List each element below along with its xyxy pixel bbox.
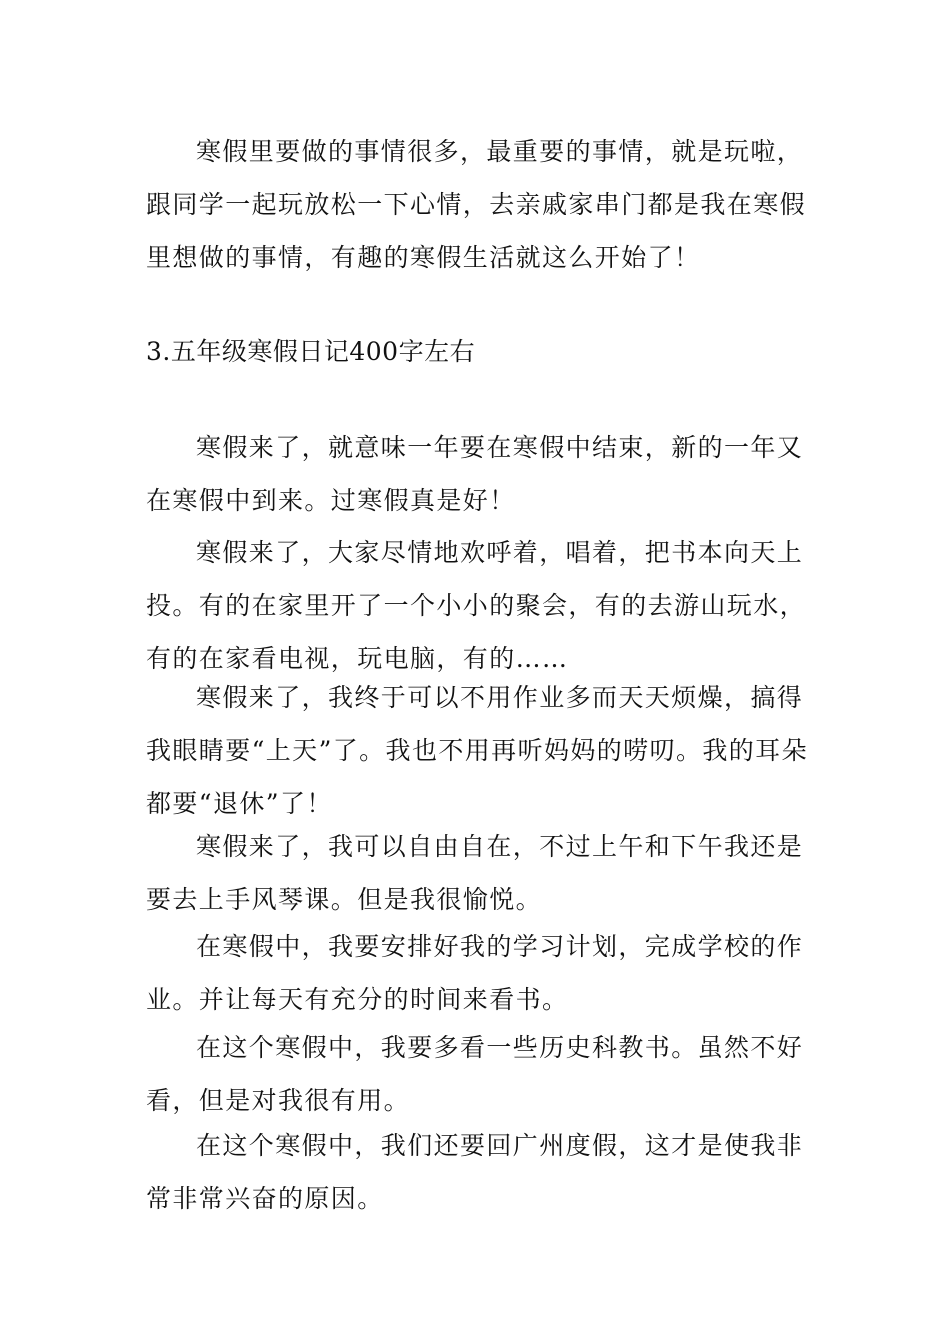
paragraph: 寒假来了，就意味一年要在寒假中结束，新的一年又在寒假中到来。过寒假真是好！ [146, 433, 804, 515]
paragraph: 在这个寒假中，我要多看一些历史科教书。虽然不好看，但是对我很有用。 [146, 1033, 804, 1115]
paragraph: 在这个寒假中，我们还要回广州度假，这才是使我非常非常兴奋的原因。 [146, 1131, 804, 1213]
paragraph: 在寒假中，我要安排好我的学习计划，完成学校的作业。并让每天有充分的时间来看书。 [146, 932, 804, 1014]
section-heading: 3.五年级寒假日记400字左右 [146, 337, 476, 366]
intro-paragraph: 寒假里要做的事情很多，最重要的事情，就是玩啦，跟同学一起玩放松一下心情，去亲戚家串门都是我在寒假里想做的事情，有趣的寒假生活就这么开始了！ [146, 137, 807, 272]
paragraph: 寒假来了，我可以自由自在，不过上午和下午我还是要去上手风琴课。但是我很愉悦。 [146, 832, 804, 914]
paragraph: 寒假来了，我终于可以不用作业多而天天烦燥，搞得我眼睛要“上天”了。我也不用再听妈妈的唠叨。我的耳朵都要“退休”了！ [146, 683, 808, 818]
paragraph: 寒假来了，大家尽情地欢呼着，唱着，把书本向天上投。有的在家里开了一个小小的聚会，有的去游山玩水，有的在家看电视，玩电脑，有的…… [146, 538, 807, 673]
